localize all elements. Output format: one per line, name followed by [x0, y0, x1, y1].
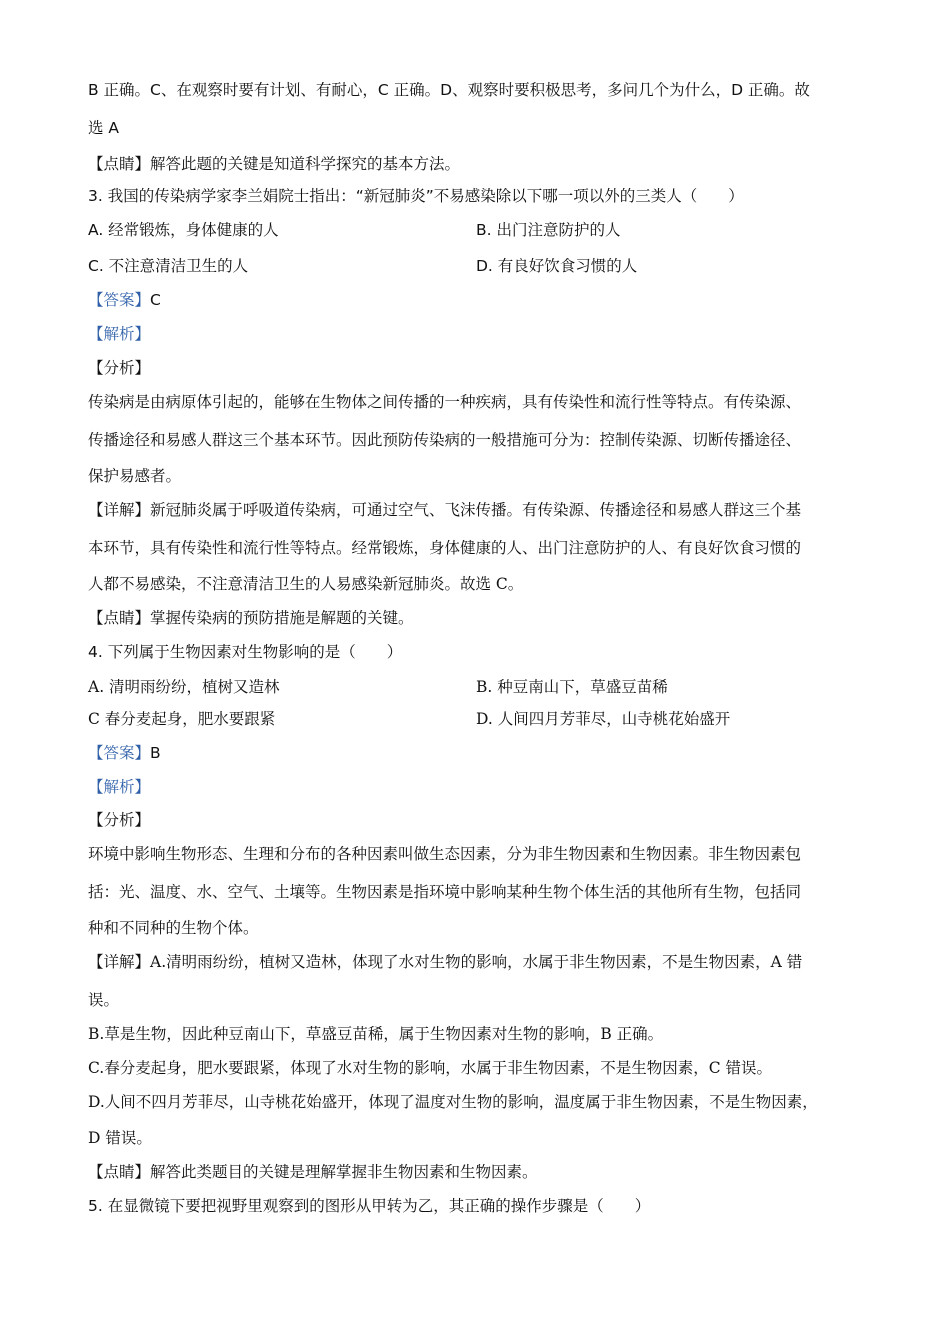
comment-line: 【点睛】掌握传染病的预防措施是解题的关键。 [88, 609, 414, 627]
q3-fenxi-tag: 【分析】 [88, 359, 151, 377]
q4-option-a: A. 清明雨纷纷，植树又造林 [88, 678, 280, 696]
question-5: 5. 在显微镜下要把视野里观察到的图形从甲转为乙，其正确的操作步骤是（ ） [88, 1197, 651, 1215]
q3-option-c: C. 不注意清洁卫生的人 [88, 257, 249, 275]
answer-value: B [150, 744, 161, 762]
text-line: 保护易感者。 [88, 467, 182, 485]
q4-option-b: B. 种豆南山下，草盛豆苗稀 [476, 678, 668, 696]
text-line: D.人间不四月芳菲尽，山寺桃花始盛开，体现了温度对生物的影响，温度属于非生物因素，不是生物因素， [88, 1093, 818, 1111]
text-line: 【详解】新冠肺炎属于呼吸道传染病，可通过空气、飞沫传播。有传染源、传播途径和易感人群这三个基 [88, 501, 802, 519]
text-line: 传播途径和易感人群这三个基本环节。因此预防传染病的一般措施可分为：控制传染源、切断传播途径、 [88, 431, 802, 449]
text-line: B 正确。C、在观察时要有计划、有耐心，C 正确。D、观察时要积极思考，多问几个为什么，D 正确。故 [88, 81, 810, 99]
q4-option-d: D. 人间四月芳菲尽，山寺桃花始盛开 [476, 710, 731, 728]
q3-option-d: D. 有良好饮食习惯的人 [476, 257, 638, 275]
text-line: 选 A [88, 119, 120, 137]
text-line: 本环节，具有传染性和流行性等特点。经常锻炼，身体健康的人、出门注意防护的人、有良好饮食习惯的 [88, 539, 802, 557]
q3-jiexi-tag: 【解析】 [88, 325, 151, 343]
q3-answer [88, 290, 878, 310]
text-line: 误。 [88, 991, 120, 1009]
text-line: 种和不同种的生物个体。 [88, 919, 259, 937]
question-4: 4. 下列属于生物因素对生物影响的是（ ） [88, 643, 403, 661]
answer-value: C [150, 291, 161, 309]
q3-option-b: B. 出门注意防护的人 [476, 221, 621, 239]
text-line: 环境中影响生物形态、生理和分布的各种因素叫做生态因素，分为非生物因素和生物因素。非生物因素包 [88, 845, 802, 863]
q3-option-a: A. 经常锻炼，身体健康的人 [88, 221, 279, 239]
question-3: 3. 我国的传染病学家李兰娟院士指出：“新冠肺炎”不易感染除以下哪一项以外的三类人（ ） [88, 187, 744, 205]
text-line: 人都不易感染，不注意清洁卫生的人易感染新冠肺炎。故选 C。 [88, 575, 524, 593]
text-line: C.春分麦起身，肥水要跟紧，体现了水对生物的影响，水属于非生物因素，不是生物因素，C 错误。 [88, 1059, 773, 1077]
q4-option-c: C 春分麦起身，肥水要跟紧 [88, 710, 276, 728]
q4-jiexi-tag: 【解析】 [88, 778, 151, 796]
q4-fenxi-tag: 【分析】 [88, 811, 151, 829]
text-line: 括：光、温度、水、空气、土壤等。生物因素是指环境中影响某种生物个体生活的其他所有生物，包括同 [88, 883, 802, 901]
text-line: B.草是生物，因此种豆南山下，草盛豆苗稀，属于生物因素对生物的影响，B 正确。 [88, 1025, 664, 1043]
answer-tag: 【答案】 [88, 744, 151, 762]
comment-line: 【点睛】解答此类题目的关键是理解掌握非生物因素和生物因素。 [88, 1163, 538, 1181]
text-line: D 错误。 [88, 1129, 152, 1147]
answer-tag: 【答案】 [88, 291, 151, 309]
comment-line: 【点睛】解答此题的关键是知道科学探究的基本方法。 [88, 155, 461, 173]
text-line: 传染病是由病原体引起的，能够在生物体之间传播的一种疾病，具有传染性和流行性等特点。有传染源、 [88, 393, 802, 411]
text-line: 【详解】A.清明雨纷纷，植树又造林，体现了水对生物的影响，水属于非生物因素，不是生物因素，A 错 [88, 953, 803, 971]
q4-answer [88, 743, 878, 763]
